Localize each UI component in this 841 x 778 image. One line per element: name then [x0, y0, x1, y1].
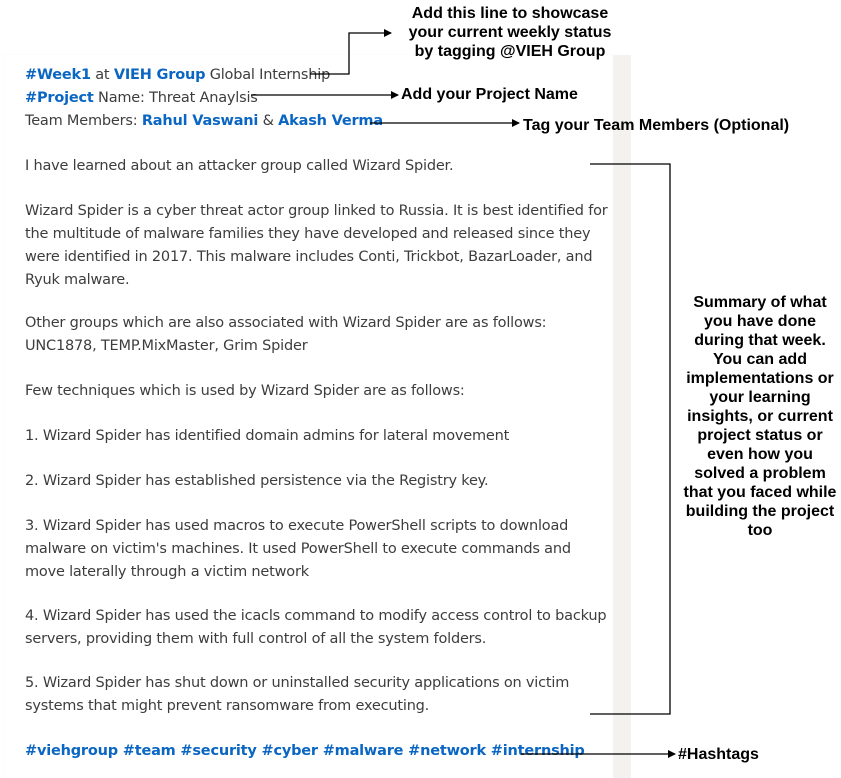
technique-5 — [25, 672, 615, 718]
technique-3-line: move laterally through a victim network — [25, 564, 309, 580]
summary-note-line: implementations or — [686, 370, 834, 387]
project-name-note: Add your Project Name — [401, 86, 578, 103]
technique-1: 1. Wizard Spider has identified domain admins for lateral movement — [25, 428, 510, 444]
weekly-status-note-line: by tagging @VIEH Group — [414, 43, 606, 60]
hashtags-note: #Hashtags — [678, 746, 759, 763]
member-mention-1[interactable]: Rahul Vaswani — [141, 113, 259, 129]
technique-4-line: 4. Wizard Spider has used the icacls command to modify access control to backup — [25, 608, 607, 624]
week-hashtag[interactable]: #Week1 — [25, 67, 91, 83]
summary-note-line: insights, or current — [687, 408, 833, 425]
weekly-status-note-line: your current weekly status — [408, 24, 612, 41]
summary-note-line: Summary of what — [693, 294, 827, 311]
team-label: Team Members: — [25, 113, 138, 129]
paragraph-2-line: Other groups which are also associated with Wizard Spider are as follows: — [25, 315, 547, 331]
summary-note-line: you have done — [703, 313, 817, 330]
summary-note-line: your learning — [709, 389, 811, 406]
project-name: Name: Threat Anaylsis — [98, 90, 258, 106]
summary-note-line: too — [747, 522, 773, 539]
vieh-group-mention[interactable]: VIEH Group — [113, 67, 206, 83]
techniques-intro: Few techniques which is used by Wizard Spider are as follows: — [25, 383, 465, 399]
paragraph-2 — [25, 312, 615, 358]
technique-5-line: 5. Wizard Spider has shut down or uninstalled security applications on victim — [25, 675, 570, 691]
paragraph-2-line: UNC1878, TEMP.MixMaster, Grim Spider — [25, 338, 308, 354]
technique-3-line: malware on victim's machines. It used PowerShell to execute commands and — [25, 541, 571, 557]
team-members-note: Tag your Team Members (Optional) — [523, 117, 790, 134]
summary-note-line: project status or — [697, 427, 823, 444]
technique-5-line: systems that might prevent ransomware from executing. — [25, 698, 430, 714]
paragraph-1-line: Ryuk malware. — [25, 272, 130, 288]
technique-2: 2. Wizard Spider has established persistence via the Registry key. — [25, 473, 489, 489]
project-hashtag[interactable]: #Project — [25, 90, 94, 106]
technique-3-line: 3. Wizard Spider has used macros to execute PowerShell scripts to download — [25, 518, 569, 534]
member-mention-2[interactable]: Akash Verma — [278, 113, 383, 129]
summary-note-line: even how you — [707, 446, 813, 463]
internship-text: Global Internship — [209, 67, 331, 83]
weekly-status-note-line: Add this line to showcase — [411, 5, 609, 22]
paragraph-1 — [25, 200, 615, 292]
technique-3 — [25, 515, 615, 584]
paragraph-1-line: Wizard Spider is a cyber threat actor group linked to Russia. It is best identified for — [25, 203, 608, 219]
feed-background-strip — [613, 55, 631, 778]
weekly-status-note — [395, 4, 625, 61]
summary-note-line: solved a problem — [694, 465, 826, 482]
paragraph-1-line: the multitude of malware families they have developed and released since they — [25, 226, 591, 242]
ampersand: & — [262, 113, 274, 129]
technique-4 — [25, 605, 615, 651]
summary-note — [680, 293, 840, 540]
intro-paragraph: I have learned about an attacker group called Wizard Spider. — [25, 158, 454, 174]
summary-note-line: building the project — [685, 503, 835, 520]
hashtags-line[interactable]: #viehgroup #team #security #cyber #malware #network #internship — [25, 743, 585, 759]
summary-note-line: You can add — [713, 351, 807, 368]
at-word: at — [95, 67, 110, 83]
summary-note-line: during that week. — [694, 332, 826, 349]
week-line — [25, 64, 615, 87]
summary-note-line: that you faced while — [683, 484, 837, 501]
technique-4-line: servers, providing them with full control of all the system folders. — [25, 631, 487, 647]
paragraph-1-line: were identified in 2017. This malware includes Conti, Trickbot, BazarLoader, and — [25, 249, 593, 265]
